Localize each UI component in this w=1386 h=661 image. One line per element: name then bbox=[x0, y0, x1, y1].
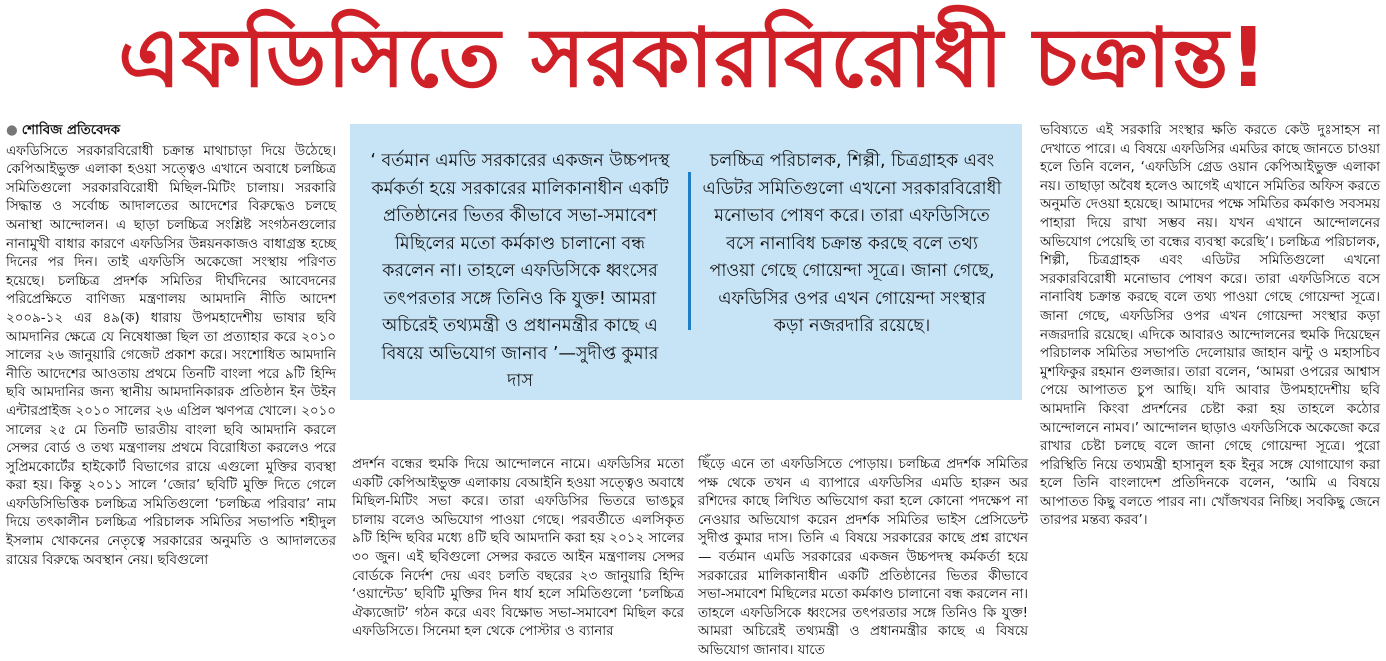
pull-quote-divider bbox=[688, 172, 691, 330]
article-column-4 bbox=[1040, 122, 1380, 642]
pull-quote-right: চলচ্চিত্র পরিচালক, শিল্পী, চিত্রগ্রাহক এবং এডিটর সমিতিগুলো এখনো সরকারবিরোধী মনোভাব পোষণ করে। তারা এফডিসিতে বসে নানাবিধ চক্রান্ত করছে বলে তথ্য পাওয়া গেছে গোয়েন্দা সূত্রে। জানা গেছে, এফডিসির ওপর এখন গোয়েন্দা সংস্থার কড়া নজরদারি রয়েছে। bbox=[702, 151, 1002, 336]
pull-quote-box bbox=[350, 124, 1022, 400]
headline: এফডিসিতে সরকারবিরোধী চক্রান্ত! bbox=[118, 11, 1268, 106]
article-column-1 bbox=[6, 122, 336, 642]
article-column-3 bbox=[698, 456, 1028, 658]
byline bbox=[6, 122, 336, 141]
column-4-text: ভবিষ্যতে এই সরকারি সংস্থার ক্ষতি করতে কেউ দুঃসাহস না দেখাতে পারে। এ বিষয়ে এফডিসির এমডির কাছে জানতে চাওয়া হলে তিনি বলেন, ‘এফডিসি গ্রেড ওয়ান কেপিআইভুক্ত এলাকা নয়। তাছাড়া অবৈধ হলেও আগেই এখানে সমিতির অফিস করতে অনুমতি দেওয়া হয়েছে। আমাদের পক্ষে সমিতির কর্মকাণ্ড সবসময় পাহারা দিয়ে রাখা সম্ভব নয়। যখন এখানে আন্দোলনের অভিযোগ পেয়েছি তা বন্ধের ব্যবস্থা করেছি’। চলচ্চিত্র পরিচালক, শিল্পী, চিত্রগ্রাহক এবং এডিটর সমিতিগুলো এখনো সরকারবিরোধী মনোভাব পোষণ করে। তারা এফডিসিতে বসে নানাবিধ চক্রান্ত করছে বলে তথ্য পাওয়া গেছে গোয়েন্দা সূত্রে। জানা গেছে, এফডিসির ওপর এখন গোয়েন্দা সংস্থার কড়া নজরদারি রয়েছে। এদিকে আবারও আন্দোলনের হুমকি দিয়েছেন পরিচালক সমিতির সভাপতি দেলোয়ার জাহান ঝন্টু ও মহাসচিব মুশফিকুর রহমান গুলজার। তারা বলেন, ‘আমরা ওপরের আশ্বাস পেয়ে আপাতত চুপ আছি। যদি আবার উপমহাদেশীয় ছবি আমদানি কিংবা প্রদর্শনের চেষ্টা করা হয় তাহলে কঠোর আন্দোলনে নামব।’ আন্দোলন ছাড়াও এফডিসিকে অকেজো করে রাখার চেষ্টা চলছে বলে জানা গেছে গোয়েন্দা সূত্রে। পুরো পরিস্থিতি নিয়ে তথ্যমন্ত্রী হাসানুল হক ইনুর সঙ্গে যোগাযোগ করা হলে তিনি বাংলাদেশ প্রতিদিনকে বলেন, ‘আমি এ বিষয়ে আপাতত কিছু বলতে পারব না। খোঁজখবর নিচ্ছি। সবকিছু জেনে তারপর মন্তব্য করব’। bbox=[1040, 123, 1381, 529]
pull-quote-left: ‘ বর্তমান এমডি সরকারের একজন উচ্চপদস্থ কর্মকর্তা হয়ে সরকারের মালিকানাধীন একটি প্রতিষ্ঠানের ভিতর কীভাবে সভা-সমাবেশ মিছিলের মতো কর্মকাণ্ড চালানো বন্ধ করলেন না। তাহলে এফডিসিকে ধ্বংসের তৎপরতার সঙ্গে তিনিও কি যুক্ত! আমরা অচিরেই তথ্যমন্ত্রী ও প্রধানমন্ত্রীর কাছে এ বিষয়ে অভিযোগ জানাব ’—সুদীপ্ত কুমার দাস bbox=[370, 151, 670, 391]
article-column-2 bbox=[352, 456, 684, 642]
byline-text: শোবিজ প্রতিবেদক bbox=[21, 123, 120, 138]
column-2-text: প্রদর্শন বন্ধের হুমকি দিয়ে আন্দোলনে নামে। এফডিসির মতো একটি কেপিআইভুক্ত এলাকায় বেআইনি হওয়া সত্ত্বেও অবাধে মিছিল-মিটিং সভা করে। তারা এফডিসির ভিতরে ভাঙচুর চালায় বলেও অভিযোগ পাওয়া গেছে। পরবর্তীতে এলসিকৃত ৯টি হিন্দি ছবির মধ্যে ৪টি ছবি আমদানি করা হয় ২০১২ সালের ৩০ জুন। এই ছবিগুলো সেন্সর করতে আইন মন্ত্রণালয় সেন্সর বোর্ডকে নির্দেশ দেয় এবং চলতি বছরের ২৩ জানুয়ারি হিন্দি ‘ওয়ান্টেড’ ছবিটি মুক্তির দিন ধার্য হলে সমিতিগুলো ‘চলচ্চিত্র ঐক্যজোট’ গঠন করে এবং বিক্ষোভ সভা-সমাবেশ মিছিল করে এফডিসিতে। সিনেমা হল থেকে পোস্টার ও ব্যানার bbox=[352, 457, 684, 640]
column-1-text: এফডিসিতে সরকারবিরোধী চক্রান্ত মাথাচাড়া দিয়ে উঠেছে। কেপিআইভুক্ত এলাকা হওয়া সত্ত্বেও এখানে অবাধে চলচ্চিত্র সমিতিগুলো সরকারবিরোধী মিছিল-মিটিং চালায়। সরকারি সিদ্ধান্ত ও সর্বোচ্চ আদালতের আদেশের বিরুদ্ধেও চলছে অনাস্থা আন্দোলন। এ ছাড়া চলচ্চিত্র সংশ্লিষ্ট সংগঠনগুলোর নানামুখী বাধার কারণে এফডিসির উন্নয়নকাজও বাধাগ্রস্ত হচ্ছে দিনের পর দিন। তাই এফডিসি অকেজো সংস্থায় পরিণত হয়েছে। চলচ্চিত্র প্রদর্শক সমিতির দীর্ঘদিনের আবেদনের পরিপ্রেক্ষিতে বাণিজ্য মন্ত্রণালয় আমদানি নীতি আদেশ ২০০৯-১২ এর ৪৯(ক) ধারায় উপমহাদেশীয় ভাষার ছবি আমদানির ক্ষেত্রে যে নিষেধাজ্ঞা ছিল তা প্রত্যাহার করে ২০১০ সালের ২৬ জানুয়ারি গেজেট প্রকাশ করে। সংশোধিত আমদানি নীতি আদেশের আওতায় প্রথমে তিনটি বাংলা পরে ৯টি হিন্দি ছবি আমদানির জন্য স্থানীয় আমদানিকারক প্রতিষ্ঠান ইন উইন এন্টারপ্রাইজ ২০১০ সালের ২৬ এপ্রিল ঋণপত্র খোলে। ২০১০ সালের ২৫ মে তিনটি ভারতীয় বাংলা ছবি আমদানি করলে সেন্সর বোর্ড ও তথ্য মন্ত্রণালয় প্রথমে বিরোধিতা করলেও পরে সুপ্রিমকোর্টের হাইকোর্ট বিভাগের রায়ে এগুলো মুক্তির ব্যবস্থা করা হয়। কিন্তু ২০১১ সালে ‘জোর’ ছবিটি মুক্তি দিতে গেলে এফডিসিভিত্তিক চলচ্চিত্র সমিতিগুলো ‘চলচ্চিত্র পরিবার’ নাম দিয়ে তৎকালীন চলচ্চিত্র পরিচালক সমিতির সভাপতি শহীদুল ইসলাম খোকনের নেতৃত্বে সরকারের অনুমতি ও আদালতের রায়ের বিরুদ্ধে অবস্থান নেয়। ছবিগুলো bbox=[6, 143, 336, 568]
bullet-icon: ● bbox=[6, 123, 18, 138]
column-3-text: ছিঁড়ে এনে তা এফডিসিতে পোড়ায়। চলচ্চিত্র প্রদর্শক সমিতির পক্ষ থেকে তখন এ ব্যাপারে এফডিসির এমডি হারুন অর রশিদের কাছে লিখিত অভিযোগ করা হলে কোনো পদক্ষেপ না নেওয়ার অভিযোগ করেন প্রদর্শক সমিতির ভাইস প্রেসিডেন্ট সুদীপ্ত কুমার দাস। তিনি এ বিষয়ে সরকারের কাছে প্রশ্ন রাখেন— বর্তমান এমডি সরকারের একজন উচ্চপদস্থ কর্মকর্তা হয়ে সরকারের মালিকানাধীন একটি প্রতিষ্ঠানের ভিতর কীভাবে সভা-সমাবেশ মিছিলের মতো কর্মকাণ্ড চালানো বন্ধ করলেন না। তাহলে এফডিসিকে ধ্বংসের তৎপরতার সঙ্গে তিনিও কি যুক্ত! আমরা অচিরেই তথ্যমন্ত্রী ও প্রধানমন্ত্রীর কাছে এ বিষয়ে অভিযোগ জানাব। যাতে bbox=[698, 457, 1028, 658]
